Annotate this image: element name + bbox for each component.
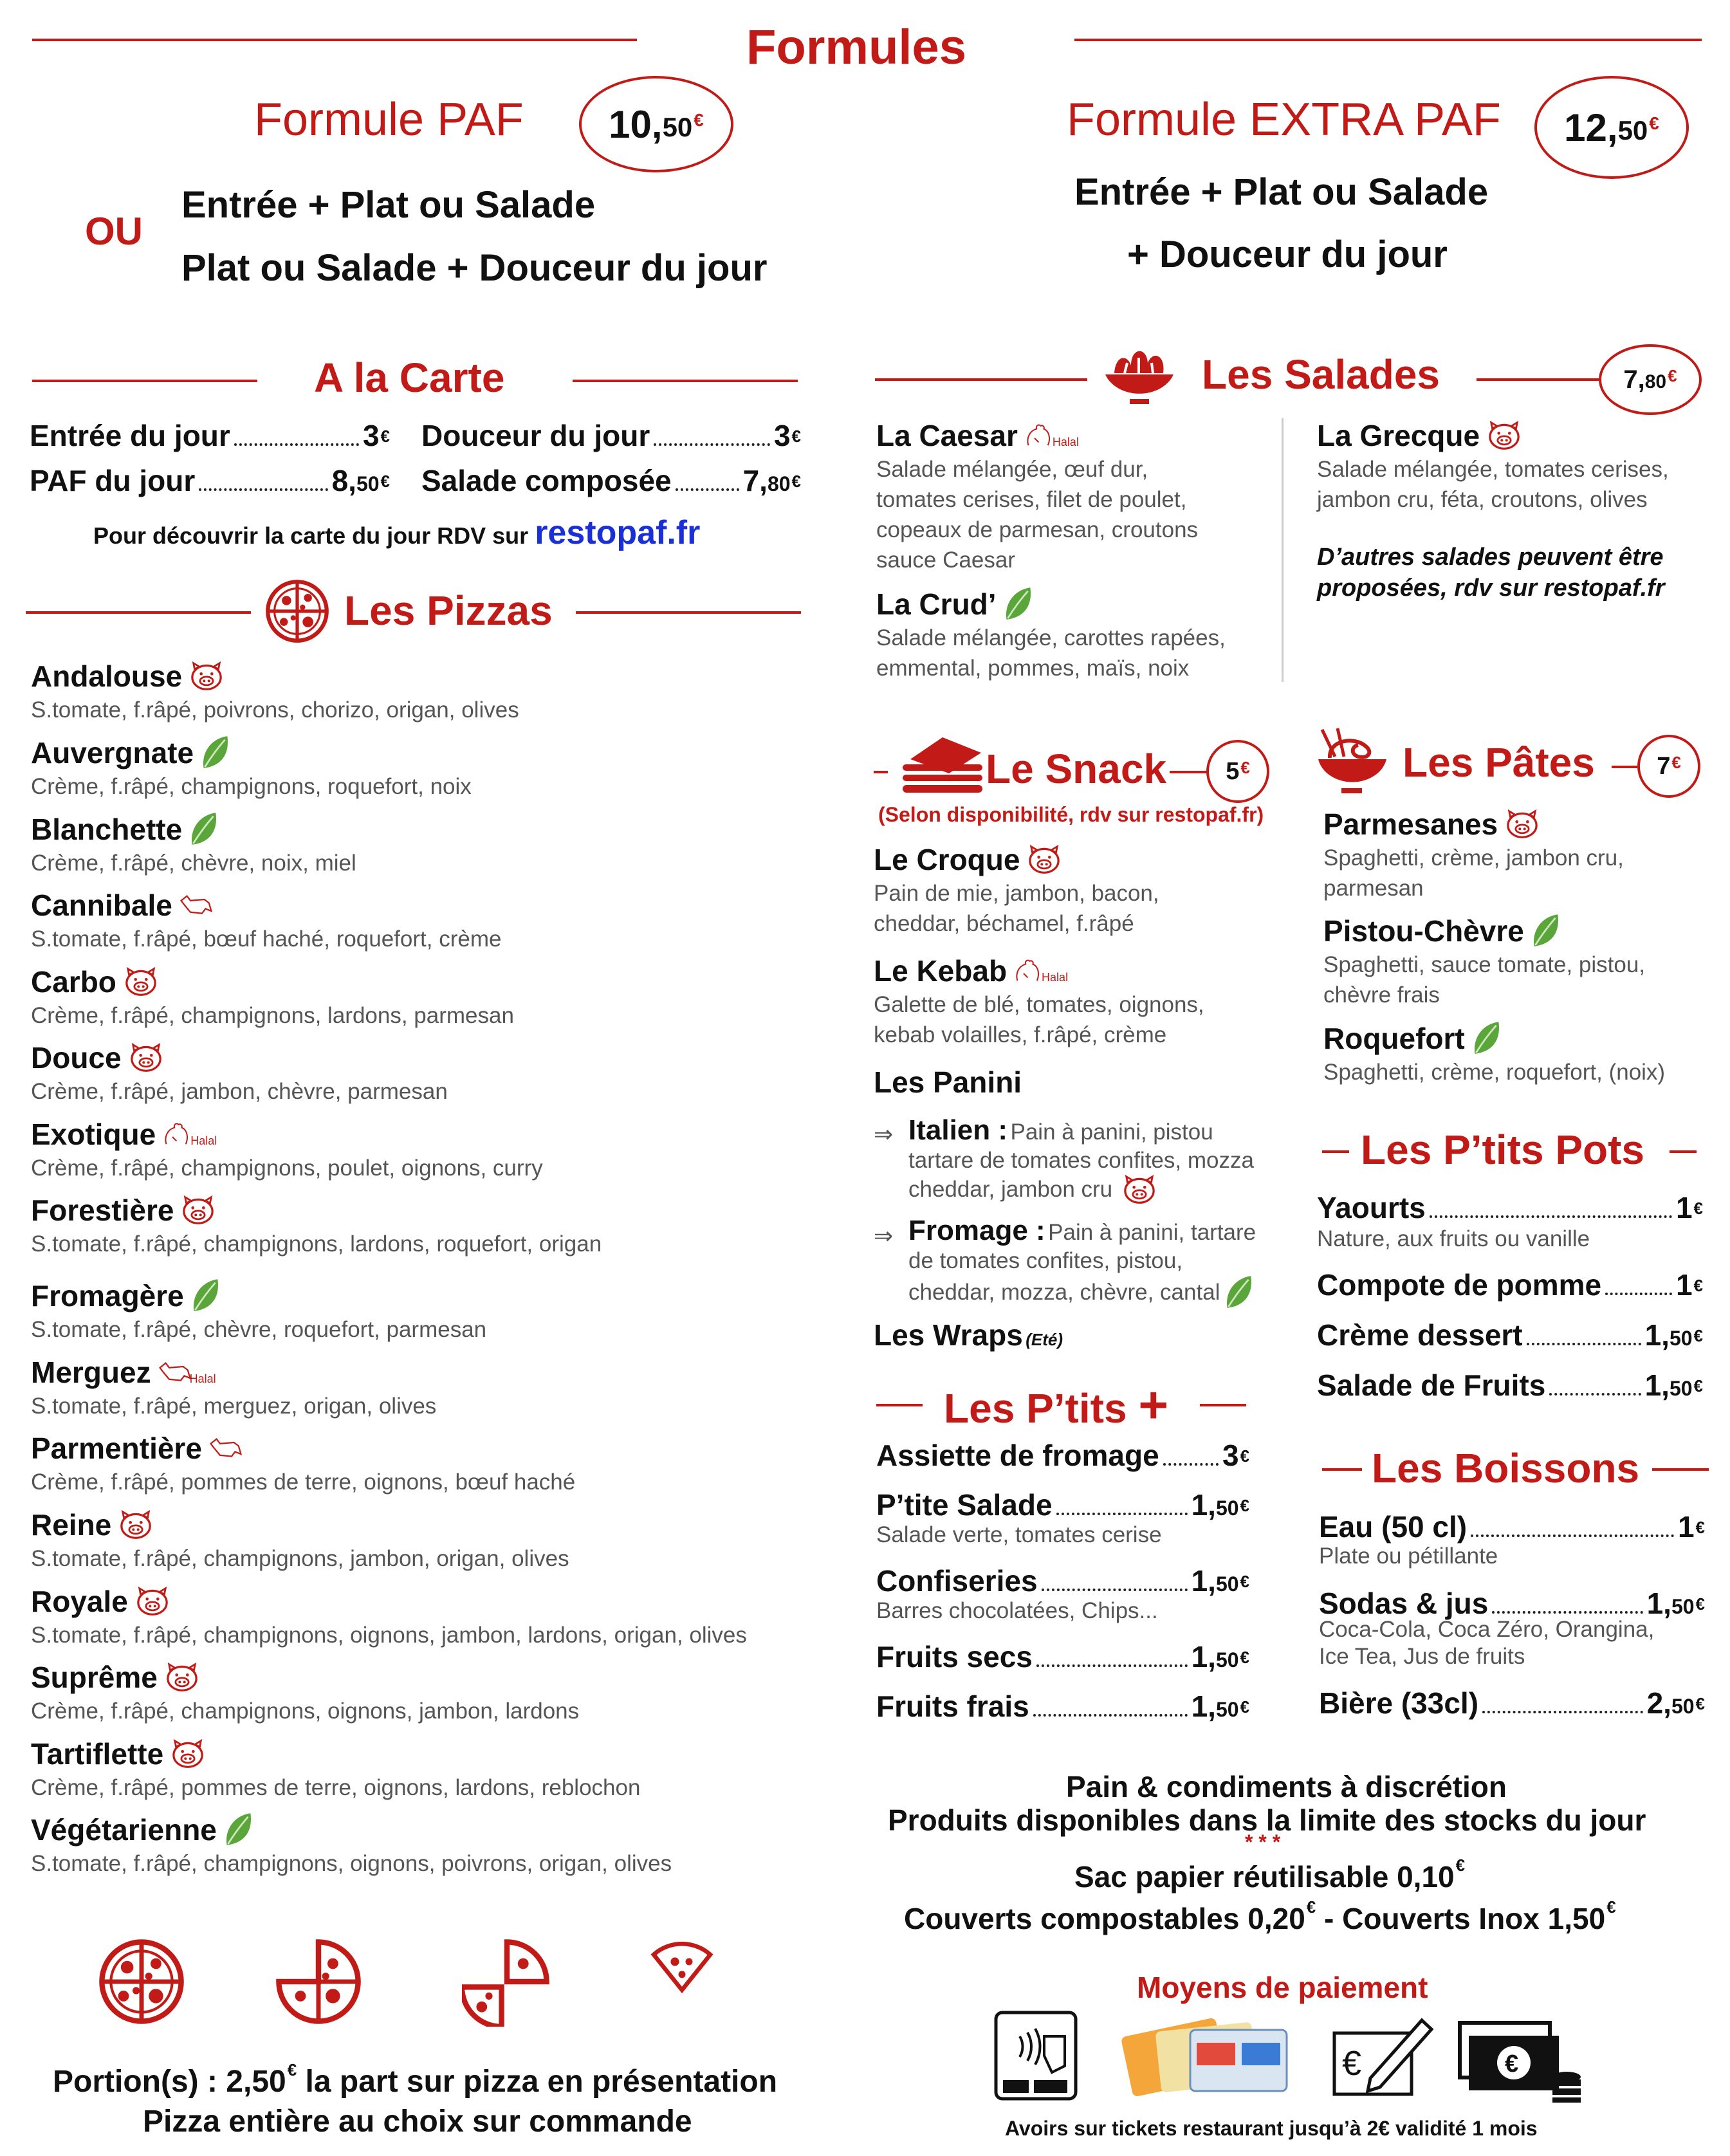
salade-caesar: La Caesar Halal Salade mélangée, œuf dur, tomates cerises, filet de poulet, copeaux de parmesan, croutons sauce Caesar: [876, 419, 1199, 573]
boissons-sodas-desc: Coca-Cola, Coca Zéro, Orangina, Ice Tea, Jus de fruits: [1319, 1617, 1655, 1669]
snack-price: 5 €: [1206, 740, 1269, 803]
pizza-name: Exotique: [31, 1118, 156, 1151]
sandwich-icon: [897, 733, 988, 795]
pizza-name: Carbo: [31, 965, 116, 999]
boissons-title: Les Boissons: [1372, 1445, 1640, 1491]
boissons-biere: Bière (33cl) 2, 50 €: [1319, 1686, 1705, 1720]
contactless-card-icon: [994, 2011, 1078, 2101]
pizza-name: Végétarienne: [31, 1813, 217, 1847]
boissons-eau: Eau (50 cl) 1 €: [1319, 1510, 1705, 1543]
pates-title: Les Pâtes: [1403, 739, 1595, 786]
formule-extra-title: Formule EXTRA PAF: [1067, 94, 1501, 145]
pizza-name: Parmentière: [31, 1432, 202, 1465]
carte-paf: PAF du jour 8, 50 €: [30, 464, 390, 497]
pizza-item: [31, 1277, 822, 1345]
boissons-sodas: Sodas & jus 1, 50 €: [1319, 1587, 1705, 1620]
pizza-item: [31, 1659, 822, 1726]
pates-roquefort: Roquefort Spaghetti, crème, roquefort, (noix): [1323, 1022, 1666, 1085]
pizza-desc: Crème, f.râpé, champignons, lardons, parmesan: [31, 1003, 514, 1028]
pizza-desc: S.tomate, f.râpé, champignons, lardons, roquefort, origan: [31, 1231, 602, 1257]
pizza-name: Cannibale: [31, 889, 172, 922]
pizza-desc: Crème, f.râpé, chèvre, noix, miel: [31, 851, 356, 876]
chicken-icon: [1024, 423, 1055, 448]
footer-stars: * * *: [1245, 1830, 1281, 1854]
pizza-name: Suprême: [31, 1661, 158, 1694]
pizza-item: [31, 1506, 822, 1574]
formule-paf-line2: Plat ou Salade + Douceur du jour: [181, 247, 768, 289]
pots-creme: Crème dessert 1, 50 €: [1317, 1318, 1703, 1352]
pates-parmesanes: Parmesanes Spaghetti, crème, jambon cru, parmesan: [1323, 807, 1624, 901]
pasta-bowl-icon: [1316, 727, 1390, 795]
pig-icon: [123, 966, 159, 997]
pig-icon: [180, 1195, 216, 1226]
ptits-title: Les P’tits +: [944, 1376, 1169, 1433]
avoirs-note: Avoirs sur tickets restaurant jusqu’à 2€ validité 1 mois: [1005, 2117, 1538, 2140]
ou-label: OU: [85, 210, 143, 253]
cash-icon: [1457, 2020, 1583, 2104]
pizza-desc: Crème, f.râpé, champignons, oignons, jambon, lardons: [31, 1699, 580, 1724]
snack-title: Le Snack: [986, 746, 1167, 792]
leaf-icon: [223, 1812, 253, 1848]
pizza-name: Royale: [31, 1585, 128, 1618]
pizza-item: [31, 1039, 822, 1107]
carte-salade: Salade composée 7, 80 €: [421, 464, 801, 497]
pizza-item: [31, 887, 822, 954]
formules-title: Formules: [746, 20, 967, 75]
snack-croque: Le Croque Pain de mie, jambon, bacon, cheddar, béchamel, f.râpé: [874, 843, 1159, 936]
pizza-desc: Crème, f.râpé, champignons, roquefort, noix: [31, 774, 472, 799]
pates-price: 7 €: [1637, 735, 1700, 798]
salades-price: 7, 80 €: [1599, 344, 1702, 415]
leaf-icon: [1471, 1020, 1501, 1056]
cow-icon: [179, 892, 214, 918]
salades-divider: [1282, 418, 1284, 682]
pizza-desc: S.tomate, f.râpé, merguez, origan, olives: [31, 1394, 437, 1419]
pizza-name: Blanchette: [31, 813, 183, 846]
salades-title: Les Salades: [1202, 351, 1440, 398]
svg-text:€: €: [1505, 2050, 1519, 2078]
ptits-fruits-frais: Fruits frais 1, 50 €: [876, 1690, 1249, 1723]
pizza-desc: Crème, f.râpé, pommes de terre, oignons, lardons, reblochon: [31, 1775, 641, 1800]
pots-yaourts: Yaourts 1 €: [1317, 1191, 1703, 1224]
panini-fromage: Fromage : Pain à panini, tartare de tomates confites, pistou, cheddar, mozza, chèvre, cantal: [908, 1215, 1256, 1311]
leaf-icon: [200, 735, 230, 771]
pizza-icon: [264, 578, 331, 645]
pizza-name: Tartiflette: [31, 1737, 164, 1771]
pizza-item: [31, 1811, 822, 1879]
pizza-item: [31, 1192, 822, 1259]
pizza-desc: S.tomate, f.râpé, bœuf haché, roquefort, crème: [31, 926, 502, 952]
pizza-desc: Crème, f.râpé, champignons, poulet, oignons, curry: [31, 1156, 543, 1181]
pizza-name: Forestière: [31, 1193, 174, 1227]
pizzas-title: Les Pizzas: [344, 587, 553, 634]
payment-title: Moyens de paiement: [1137, 1971, 1428, 2004]
pizza-whole-icon: [97, 1937, 187, 2027]
pizza-name: Reine: [31, 1508, 112, 1542]
portion-line: Portion(s) : 2,50€ la part sur pizza en présentation: [53, 2060, 778, 2099]
ptits-confiseries-desc: Barres chocolatées, Chips...: [876, 1598, 1158, 1623]
pig-icon: [128, 1042, 164, 1073]
pizza-item: [31, 658, 822, 725]
pizza-item: [31, 811, 822, 878]
formule-paf-line1: Entrée + Plat ou Salade: [181, 184, 596, 226]
salades-note: D’autres salades peuvent être proposées, rdv sur restopaf.fr: [1317, 544, 1665, 602]
pig-icon: [170, 1738, 206, 1769]
pizza-desc: S.tomate, f.râpé, poivrons, chorizo, origan, olives: [31, 697, 519, 723]
ptits-salade: P’tite Salade 1, 50 €: [876, 1488, 1249, 1522]
panini-italien: Italien : Pain à panini, pistou tartare de tomates confites, mozza cheddar, jambon cru: [908, 1114, 1254, 1205]
leaf-icon: [190, 1278, 220, 1314]
carte-title: A la Carte: [314, 355, 505, 401]
leaf-icon: [1003, 586, 1033, 622]
footer-line3: Sac papier réutilisable 0,10€: [1074, 1856, 1466, 1893]
pizza-name: Fromagère: [31, 1279, 184, 1313]
footer-line1: Pain & condiments à discrétion: [1065, 1770, 1507, 1803]
ptits-fruits-secs: Fruits secs 1, 50 €: [876, 1640, 1249, 1673]
snack-kebab: Le Kebab Halal Galette de blé, tomates, oignons, kebab volailles, f.râpé, crème: [874, 954, 1204, 1047]
pig-icon: [1026, 844, 1062, 875]
pig-icon: [189, 661, 225, 692]
salade-crud: La Crud’ Salade mélangée, carottes rapées, emmental, pommes, maïs, noix: [876, 587, 1226, 681]
carte-entree: Entrée du jour 3 €: [30, 419, 390, 452]
pizza-item: [31, 734, 822, 802]
formule-extra-line2: + Douceur du jour: [1127, 234, 1448, 275]
salad-bowl-icon: [1101, 341, 1177, 405]
ptits-salade-desc: Salade verte, tomates cerise: [876, 1522, 1162, 1547]
salade-grecque: La Grecque Salade mélangée, tomates cerises, jambon cru, féta, croutons, olives: [1317, 419, 1669, 512]
cow-icon: [208, 1435, 243, 1461]
pizza-slice-icon: [647, 1933, 717, 2004]
snack-wraps: Les Wraps (Eté): [874, 1318, 1063, 1352]
pizza-desc: S.tomate, f.râpé, champignons, jambon, origan, olives: [31, 1546, 569, 1571]
cheque-icon: [1332, 2007, 1435, 2097]
leaf-icon: [1224, 1275, 1253, 1311]
pots-title: Les P’tits Pots: [1361, 1127, 1644, 1173]
pizza-half-icon: [462, 1937, 552, 2027]
pig-icon: [164, 1662, 200, 1693]
pizza-desc: Crème, f.râpé, pommes de terre, oignons, bœuf haché: [31, 1470, 576, 1495]
pig-icon: [134, 1586, 170, 1617]
formule-paf-title: Formule PAF: [254, 94, 524, 145]
pizza-item: [31, 1116, 822, 1183]
pig-icon: [118, 1509, 154, 1540]
pizza-item: [31, 963, 822, 1031]
pots-compote: Compote de pomme 1 €: [1317, 1268, 1703, 1302]
svg-text:€: €: [1342, 2044, 1362, 2083]
formule-extra-line1: Entrée + Plat ou Salade: [1074, 171, 1489, 213]
carte-note: Pour découvrir la carte du jour RDV sur restopaf.fr: [93, 514, 701, 551]
pizza-item: [31, 1583, 822, 1650]
ptits-confiseries: Confiseries 1, 50 €: [876, 1564, 1249, 1598]
pig-icon: [1121, 1174, 1157, 1205]
carte-douceur: Douceur du jour 3 €: [421, 419, 801, 452]
boissons-eau-desc: Plate ou pétillante: [1319, 1543, 1498, 1569]
leaf-icon: [189, 811, 218, 847]
formule-paf-price: 10, 50 €: [579, 76, 733, 172]
chicken-icon: [162, 1121, 193, 1147]
ptits-fromage: Assiette de fromage 3 €: [876, 1439, 1249, 1472]
meal-voucher-cards-icon: [1107, 2007, 1300, 2110]
pates-pistou-chevre: Pistou-Chèvre Spaghetti, sauce tomate, pistou, chèvre frais: [1323, 914, 1646, 1008]
pizza-desc: S.tomate, f.râpé, champignons, oignons, poivrons, origan, olives: [31, 1851, 672, 1876]
pig-icon: [1504, 809, 1540, 840]
pizza-three-quarters-icon: [273, 1937, 363, 2027]
pig-icon: [1486, 420, 1522, 451]
pizza-name: Merguez: [31, 1356, 151, 1389]
pizza-name: Andalouse: [31, 659, 183, 693]
pizza-entire-line: Pizza entière au choix sur commande: [143, 2105, 692, 2139]
pizza-name: Auvergnate: [31, 736, 194, 769]
pizza-name: Douce: [31, 1041, 122, 1074]
leaf-icon: [1531, 913, 1560, 949]
restopaf-link[interactable]: restopaf.fr: [535, 514, 701, 551]
footer-line4: Couverts compostables 0,20€ - Couverts Inox 1,50€: [904, 1897, 1616, 1935]
formule-extra-price: 12, 50 €: [1534, 76, 1689, 179]
arrow-icon: ⇒: [874, 1222, 894, 1249]
pizza-desc: S.tomate, f.râpé, champignons, oignons, jambon, lardons, origan, olives: [31, 1623, 747, 1648]
snack-note: (Selon disponibilité, rdv sur restopaf.fr): [878, 803, 1264, 826]
halal-label: Halal: [189, 1372, 216, 1385]
pizza-desc: S.tomate, f.râpé, chèvre, roquefort, parmesan: [31, 1317, 487, 1342]
footer-line2: Produits disponibles dans la limite des stocks du jour: [888, 1803, 1646, 1837]
pizza-item: [31, 1354, 822, 1421]
pizza-desc: Crème, f.râpé, jambon, chèvre, parmesan: [31, 1079, 448, 1104]
chicken-icon: [1013, 958, 1044, 984]
cow-icon: [158, 1359, 192, 1385]
pots-salade-fruits: Salade de Fruits 1, 50 €: [1317, 1368, 1703, 1402]
pizza-item: [31, 1430, 822, 1497]
snack-panini: Les Panini: [874, 1065, 1022, 1099]
pots-yaourts-desc: Nature, aux fruits ou vanille: [1317, 1226, 1590, 1251]
halal-label: Halal: [190, 1134, 217, 1147]
arrow-icon: ⇒: [874, 1121, 894, 1147]
